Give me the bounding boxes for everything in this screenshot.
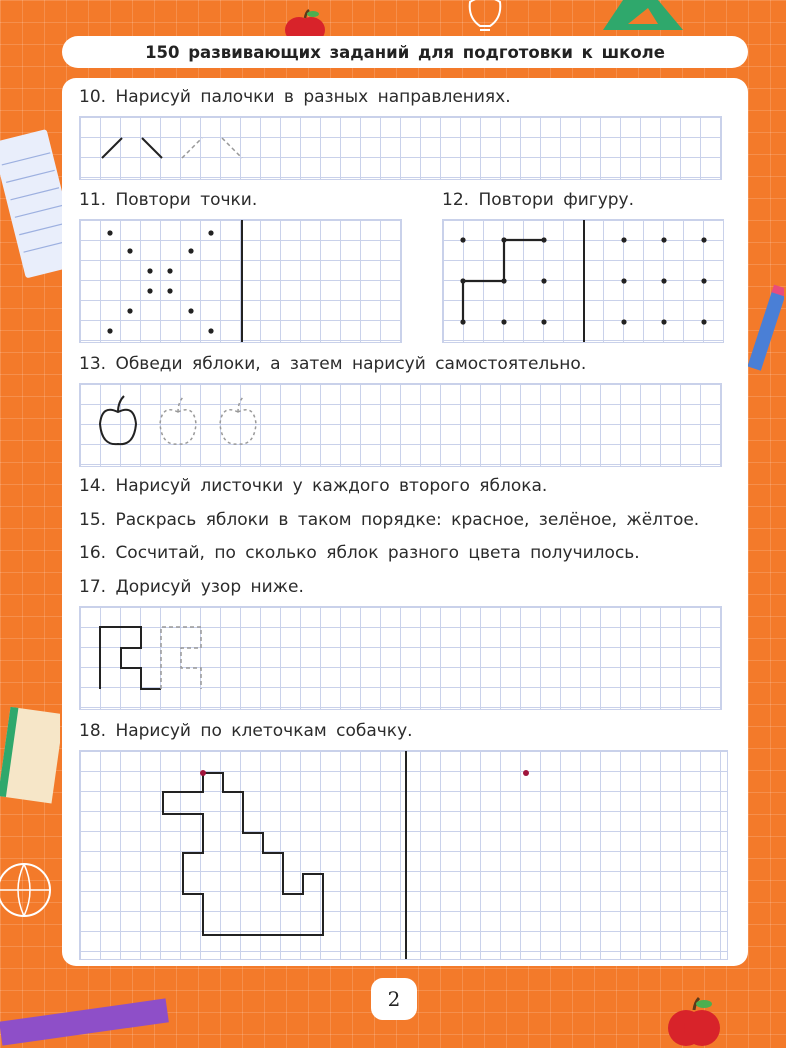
right-dots [621,237,706,324]
stick-trace-left [222,138,242,158]
notebook-icon [0,128,62,278]
dot-pattern [107,230,213,333]
apple-solid [100,396,136,444]
pattern-solid [100,627,161,689]
task-13-grid[interactable] [79,383,722,467]
task-15-label: 15. Раскрась яблоки в таком порядке: красное, зелёное, жёлтое. [79,510,700,530]
ruler-icon [0,990,170,1048]
copy-start-dot [523,770,529,776]
worksheet-card [62,78,748,966]
page-number: 2 [371,978,417,1020]
task-11-grid[interactable] [79,219,402,343]
apple-icon [664,996,724,1048]
book-title-banner: 150 развивающих заданий для подготовки к школе [62,36,748,68]
task-14-label: 14. Нарисуй листочки у каждого второго яблока. [79,476,548,496]
task-13-label: 13. Обведи яблоки, а затем нарисуй самостоятельно. [79,354,587,374]
task-12-label: 12. Повтори фигуру. [442,190,635,210]
lightbulb-icon [460,0,510,34]
task-18-label: 18. Нарисуй по клеточкам собачку. [79,721,413,741]
apple-dashed-1 [160,396,196,444]
pencil-icon [744,280,784,390]
task-12-grid[interactable] [442,219,724,343]
dog-start-dot [200,770,206,776]
task-11-label: 11. Повтори точки. [79,190,258,210]
apple-dashed-2 [220,396,256,444]
stick-trace-right [182,138,202,158]
task-17-grid[interactable] [79,606,722,710]
globe-icon [0,850,60,950]
book-icon [0,700,60,810]
task-18-grid[interactable] [79,750,728,960]
pattern-dashed [161,627,201,689]
triangle-ruler-icon [598,0,688,34]
stick-slant-left [142,138,162,158]
task-16-label: 16. Сосчитай, по сколько яблок разного цвета получилось. [79,543,640,563]
task-10-grid[interactable] [79,116,722,180]
task-10-label: 10. Нарисуй палочки в разных направлениях. [79,87,511,107]
task-17-label: 17. Дорисуй узор ниже. [79,577,304,597]
stick-slant-right [102,138,122,158]
dog-figure [163,773,323,935]
